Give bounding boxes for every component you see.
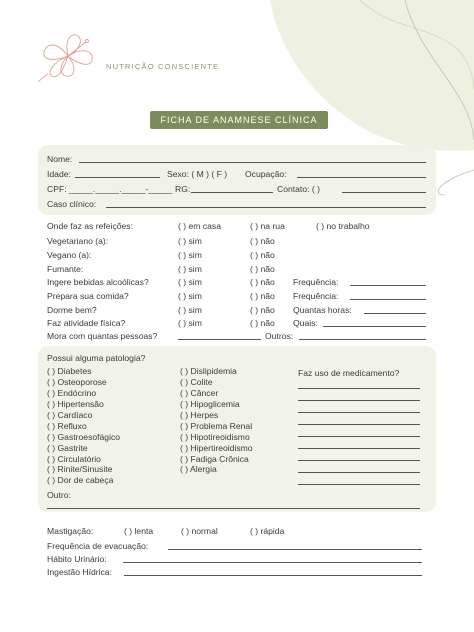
age-field[interactable] — [75, 177, 160, 178]
pathology-allergy[interactable]: ( ) Alergia — [180, 464, 217, 474]
smoker-question: Fumante: — [47, 264, 84, 274]
pathology-circulatory[interactable]: ( ) Circulatório — [47, 454, 101, 464]
pathology-endocrine[interactable]: ( ) Endócrino — [47, 388, 97, 398]
age-label: Idade: — [47, 169, 71, 179]
exercise-which-field[interactable] — [323, 326, 426, 327]
others-field[interactable] — [299, 339, 426, 340]
brand-name: NUTRIÇÃO CONSCIENTE — [106, 62, 220, 71]
pathology-headache[interactable]: ( ) Dor de cabeça — [47, 475, 114, 485]
medication-line-8[interactable] — [298, 472, 420, 473]
alcohol-yes[interactable]: ( ) sim — [178, 277, 202, 287]
cook-yes[interactable]: ( ) sim — [178, 291, 202, 301]
chewing-normal[interactable]: ( ) normal — [181, 526, 218, 536]
pathology-colitis[interactable]: ( ) Colite — [180, 377, 213, 387]
vegan-question: Vegano (a): — [47, 250, 92, 260]
medication-question: Faz uso de medicamento? — [298, 368, 400, 378]
identification-section — [38, 145, 436, 215]
pathology-cancer[interactable]: ( ) Câncer — [180, 388, 219, 398]
alcohol-frequency-label: Frequência: — [293, 277, 339, 287]
name-field[interactable] — [79, 162, 426, 163]
meals-option-work[interactable]: ( ) no trabalho — [316, 221, 370, 231]
pathology-cardiac[interactable]: ( ) Cardíaco — [47, 410, 93, 420]
smoker-yes[interactable]: ( ) sim — [178, 264, 202, 274]
case-field[interactable] — [106, 207, 426, 208]
cook-frequency-field[interactable] — [350, 299, 426, 300]
meals-question: Onde faz as refeições: — [47, 221, 133, 231]
exercise-yes[interactable]: ( ) sim — [178, 318, 202, 328]
rg-label: RG: — [175, 184, 191, 194]
medication-line-3[interactable] — [298, 412, 420, 413]
case-label: Caso clínico: — [47, 199, 97, 209]
form-title: FICHA DE ANAMNESE CLÍNICA — [150, 111, 328, 129]
pathology-hypertension[interactable]: ( ) Hipertensão — [47, 399, 104, 409]
exercise-question: Faz atividade física? — [47, 318, 126, 328]
pathology-reflux[interactable]: ( ) Refluxo — [47, 421, 87, 431]
contact-field[interactable] — [342, 192, 426, 193]
evacuation-label: Frequência de evacuação: — [47, 541, 149, 551]
household-field[interactable] — [178, 339, 261, 340]
chewing-slow[interactable]: ( ) lenta — [124, 526, 154, 536]
pathology-hypoglycemia[interactable]: ( ) Hipoglicemia — [180, 399, 240, 409]
occupation-field[interactable] — [297, 177, 426, 178]
sex-options[interactable]: Sexo: ( M ) ( F ) — [167, 169, 228, 179]
alcohol-frequency-field[interactable] — [350, 285, 426, 286]
pathology-diabetes[interactable]: ( ) Diabetes — [47, 366, 92, 376]
meals-option-street[interactable]: ( ) na rua — [250, 221, 285, 231]
pathology-question: Possui alguma patologia? — [47, 353, 146, 363]
exercise-which-label: Quais: — [293, 318, 318, 328]
cook-frequency-label: Frequência: — [293, 291, 339, 301]
vegan-yes[interactable]: ( ) sim — [178, 250, 202, 260]
cook-question: Prepara sua comida? — [47, 291, 129, 301]
sleep-no[interactable]: ( ) não — [250, 305, 275, 315]
vegetarian-yes[interactable]: ( ) sim — [178, 236, 202, 246]
pathology-chronic-fatigue[interactable]: ( ) Fadiga Crônica — [180, 454, 249, 464]
name-label: Nome: — [47, 154, 73, 164]
occupation-label: Ocupação: — [245, 169, 287, 179]
pathology-others-field[interactable] — [47, 508, 420, 509]
water-label: Ingestão Hídrica: — [47, 567, 112, 577]
medication-line-7[interactable] — [298, 460, 420, 461]
alcohol-question: Ingere bebidas alcoólicas? — [47, 277, 149, 287]
pathology-hyperthyroidism[interactable]: ( ) Hipertireoidismo — [180, 443, 253, 453]
urinary-label: Hábito Urinário: — [47, 554, 107, 564]
vegetarian-no[interactable]: ( ) não — [250, 236, 275, 246]
sleep-question: Dorme bem? — [47, 305, 97, 315]
exercise-no[interactable]: ( ) não — [250, 318, 275, 328]
cpf-field[interactable]: CPF: _____._____._____-_____ — [47, 184, 173, 194]
contact-label: Contato: ( ) — [277, 184, 320, 194]
meals-option-home[interactable]: ( ) em casa — [178, 221, 221, 231]
pathology-hypothyroidism[interactable]: ( ) Hipotireoidismo — [180, 432, 250, 442]
others-label: Outros: — [265, 331, 294, 341]
rg-field[interactable] — [191, 192, 273, 193]
sleep-hours-label: Quantas horas: — [293, 305, 352, 315]
pathology-osteoporosis[interactable]: ( ) Osteoporose — [47, 377, 107, 387]
hibiscus-logo-icon — [38, 30, 102, 82]
smoker-no[interactable]: ( ) não — [250, 264, 275, 274]
pathology-gastritis[interactable]: ( ) Gastrite — [47, 443, 88, 453]
vegetarian-question: Vegetariano (a): — [47, 236, 109, 246]
medication-line-4[interactable] — [298, 424, 420, 425]
pathology-others-label: Outro: — [47, 490, 71, 500]
chewing-fast[interactable]: ( ) rápida — [250, 526, 285, 536]
evacuation-field[interactable] — [168, 549, 422, 550]
medication-line-2[interactable] — [298, 400, 420, 401]
vegan-no[interactable]: ( ) não — [250, 250, 275, 260]
medication-line-5[interactable] — [298, 436, 420, 437]
medication-line-6[interactable] — [298, 448, 420, 449]
cook-no[interactable]: ( ) não — [250, 291, 275, 301]
sleep-hours-field[interactable] — [364, 313, 426, 314]
sleep-yes[interactable]: ( ) sim — [178, 305, 202, 315]
pathology-gastroesophageal[interactable]: ( ) Gastroesofágico — [47, 432, 121, 442]
pathology-dyslipidemia[interactable]: ( ) Dislipidemia — [180, 366, 237, 376]
alcohol-no[interactable]: ( ) não — [250, 277, 275, 287]
pathology-kidney[interactable]: ( ) Problema Renal — [180, 421, 253, 431]
medication-line-9[interactable] — [298, 484, 420, 485]
household-question: Mora com quantas pessoas? — [47, 331, 158, 341]
water-field[interactable] — [124, 575, 422, 576]
pathology-herpes[interactable]: ( ) Herpes — [180, 410, 219, 420]
urinary-field[interactable] — [123, 562, 422, 563]
pathology-rhinitis[interactable]: ( ) Rinite/Sinusite — [47, 464, 113, 474]
chewing-label: Mastigação: — [47, 526, 94, 536]
medication-line-1[interactable] — [298, 388, 420, 389]
